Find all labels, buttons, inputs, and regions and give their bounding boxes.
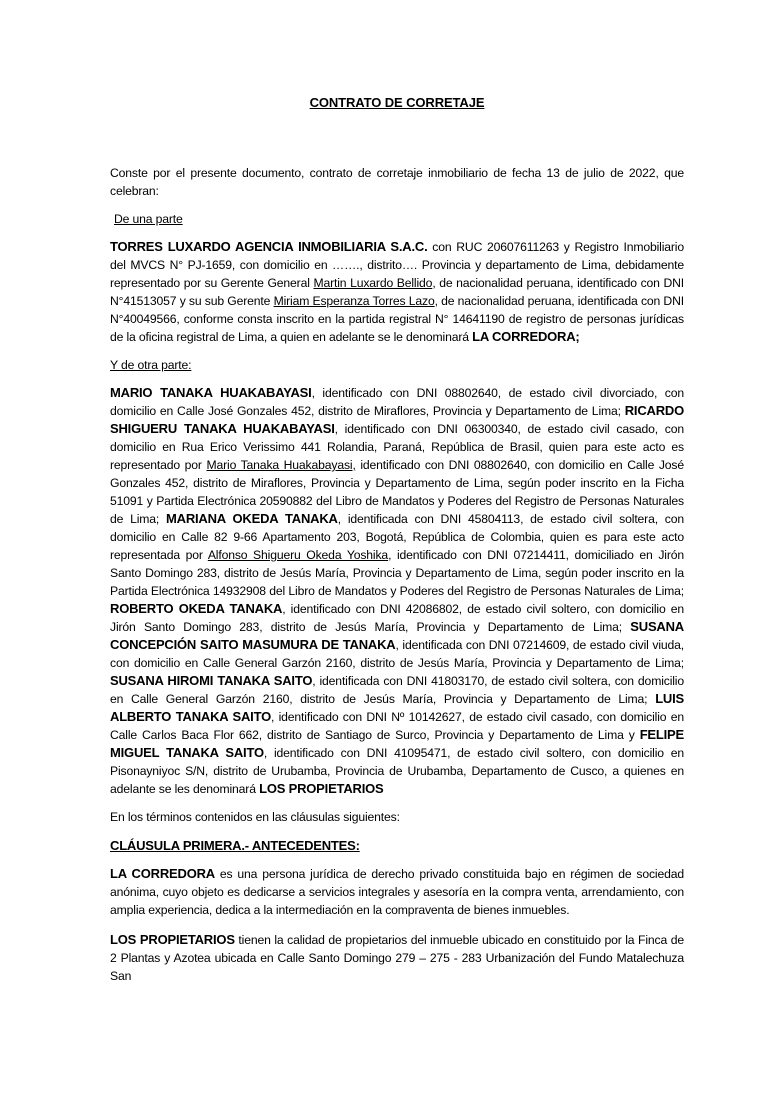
propietarios-alias: LOS PROPIETARIOS xyxy=(259,781,384,796)
propietario-name-6: SUSANA HIROMI TANAKA SAITO xyxy=(110,673,313,688)
y-de-otra-parte-text: Y de otra parte: xyxy=(110,358,192,372)
corredora-name: TORRES LUXARDO AGENCIA INMOBILIARIA S.A.C. xyxy=(110,239,428,254)
corredora-text-1: con RUC 20607611263 y Registro Inmobiliario del MVCS N° PJ-1659, con domicilio en ……., distrito…. Provincia y departamento de Lima, debidamente representado por su Gerente General xyxy=(110,240,684,290)
clausula-1-name-1: LA CORREDORA xyxy=(110,866,215,881)
clausula-primera-paragraph-1 xyxy=(110,865,684,919)
clausula-1-text-2: tienen la calidad de propietarios del inmueble ubicado en constituido por la Finca de 2 Plantas y Azotea ubicada en Calle Santo Domingo 279 – 275 - 283 Urbanización del Fundo Matalechuza San xyxy=(110,933,684,983)
propietario-name-2: RICARDO SHIGUERU TANAKA HUAKABAYASI xyxy=(110,403,684,436)
propietario-representative-2: Mario Tanaka Huakabayasi, xyxy=(206,458,356,472)
propietario-name-4: ROBERTO OKEDA TANAKA xyxy=(110,601,283,616)
propietario-name-8: FELIPE MIGUEL TANAKA SAITO xyxy=(110,727,684,760)
intro-paragraph: Conste por el presente documento, contrato de corretaje inmobiliario de fecha 13 de julio de 2022, que celebran: xyxy=(110,166,684,198)
propietario-text-9: , identificado con DNI Nº 10142627, de estado civil casado, con domicilio en Calle Carlos Baca Flor 662, distrito de Santiago de Surco, Provincia y Departamento de Lima y xyxy=(110,710,685,742)
propietario-text-5: , identificado con DNI 07214411, domiciliado en Jirón Santo Domingo 283, distrito de Jesús María, Provincia y Departamento de Lima, según poder inscrito en la Partida Electrónica 14932908 del Libro de Mandatos y Poderes del Registro de Personas Naturales de Lima; xyxy=(110,548,684,598)
clausula-primera-paragraph-2 xyxy=(110,931,684,985)
propietario-text-8: , identificada con DNI 41803170, de estado civil soltera, con domicilio en Calle General Garzón 2160, distrito de Jesús María, Provincia y Departamento de Lima; xyxy=(110,674,684,706)
corredora-paragraph xyxy=(110,238,684,346)
propietario-text-6: , identificado con DNI 42086802, de estado civil soltero, con domicilio en Jirón Santo Domingo 283, distrito de Jesús María, Provincia y Departamento de Lima; xyxy=(110,602,685,634)
corredora-alias: LA CORREDORA; xyxy=(472,329,580,344)
propietario-text-1: , identificado con DNI 08802640, de estado civil divorciado, con domicilio en Calle José Gonzales 452, distrito de Miraflores, Provincia y Departamento de Lima; xyxy=(110,386,684,418)
propietario-name-5: SUSANA CONCEPCIÓN SAITO MASUMURA DE TANAKA xyxy=(110,619,684,652)
corredora-representative-1: Martin Luxardo Bellido xyxy=(313,276,433,290)
propietario-text-4: , identificada con DNI 45804113, de estado civil soltera, con domicilio en Calle 82 9-66 Apartamento 203, Bogotá, República de Colombia, quien es para este acto representada por xyxy=(110,512,684,562)
propietario-representative-3: Alfonso Shigueru Okeda Yoshika xyxy=(207,548,389,562)
propietario-name-1: MARIO TANAKA HUAKABAYASI xyxy=(110,385,312,400)
propietario-text-7: , identificada con DNI 07214609, de estado civil viuda, con domicilio en Calle General Garzón 2160, distrito de Jesús María, Provincia y Departamento de Lima; xyxy=(110,638,684,670)
propietario-text-3: identificado con DNI 08802640, con domicilio en Calle José Gonzales 452, distrito de Miraflores, Provincia y Departamento de Lima, según poder inscrito en la Ficha 51091 y Partida Electrónica 20590882 del Libro de Mandatos y Poderes del Registro de Personas Naturales de Lima; xyxy=(110,458,684,526)
y-de-otra-parte-label xyxy=(110,356,684,374)
propietario-name-3: MARIANA OKEDA TANAKA xyxy=(166,511,338,526)
propietario-name-7: LUIS ALBERTO TANAKA SAITO xyxy=(110,691,684,724)
propietario-text-2: , identificado con DNI 06300340, de estado civil casado, con domicilio en Rua Erico Verissimo 441 Rolandia, Paraná, República de Brasil, quien para este acto es representado por xyxy=(110,422,684,472)
corredora-text-2: , de nacionalidad peruana, identificado con DNI N°41513057 y su sub Gerente xyxy=(110,276,685,308)
terminos-paragraph: En los términos contenidos en las cláusulas siguientes: xyxy=(110,810,400,824)
document-title: CONTRATO DE CORRETAJE xyxy=(309,95,485,110)
clausula-1-name-2: LOS PROPIETARIOS xyxy=(110,932,235,947)
corredora-representative-2: Miriam Esperanza Torres Lazo xyxy=(273,294,435,308)
clausula-primera-heading: CLÁUSULA PRIMERA.- ANTECEDENTES: xyxy=(110,838,360,853)
de-una-parte-text: De una parte xyxy=(114,212,183,226)
de-una-parte-label xyxy=(110,210,684,228)
propietario-text-10: , identificado con DNI 41095471, de estado civil soltero, con domicilio en Pisonayniyoc S/N, distrito de Urubamba, Provincia de Urubamba, Departamento de Cusco, a quienes en adelante se les denominará xyxy=(110,746,684,796)
corredora-text-3: , de nacionalidad peruana, identificada con DNI N°40049566, conforme consta inscrito en la partida registral N° 14641190 de registro de personas jurídicas de la oficina registral de Lima, a quien en adelante se le denominará xyxy=(110,294,684,344)
propietarios-paragraph xyxy=(110,384,684,798)
document-page xyxy=(0,95,768,1119)
clausula-1-text-1: es una persona jurídica de derecho privado constituida bajo en régimen de sociedad anónima, cuyo objeto es dedicarse a servicios integrales y asesoría en la compra venta, arrendamiento, con amplia experiencia, dedica a la intermediación en la compraventa de bienes inmuebles. xyxy=(110,867,684,917)
